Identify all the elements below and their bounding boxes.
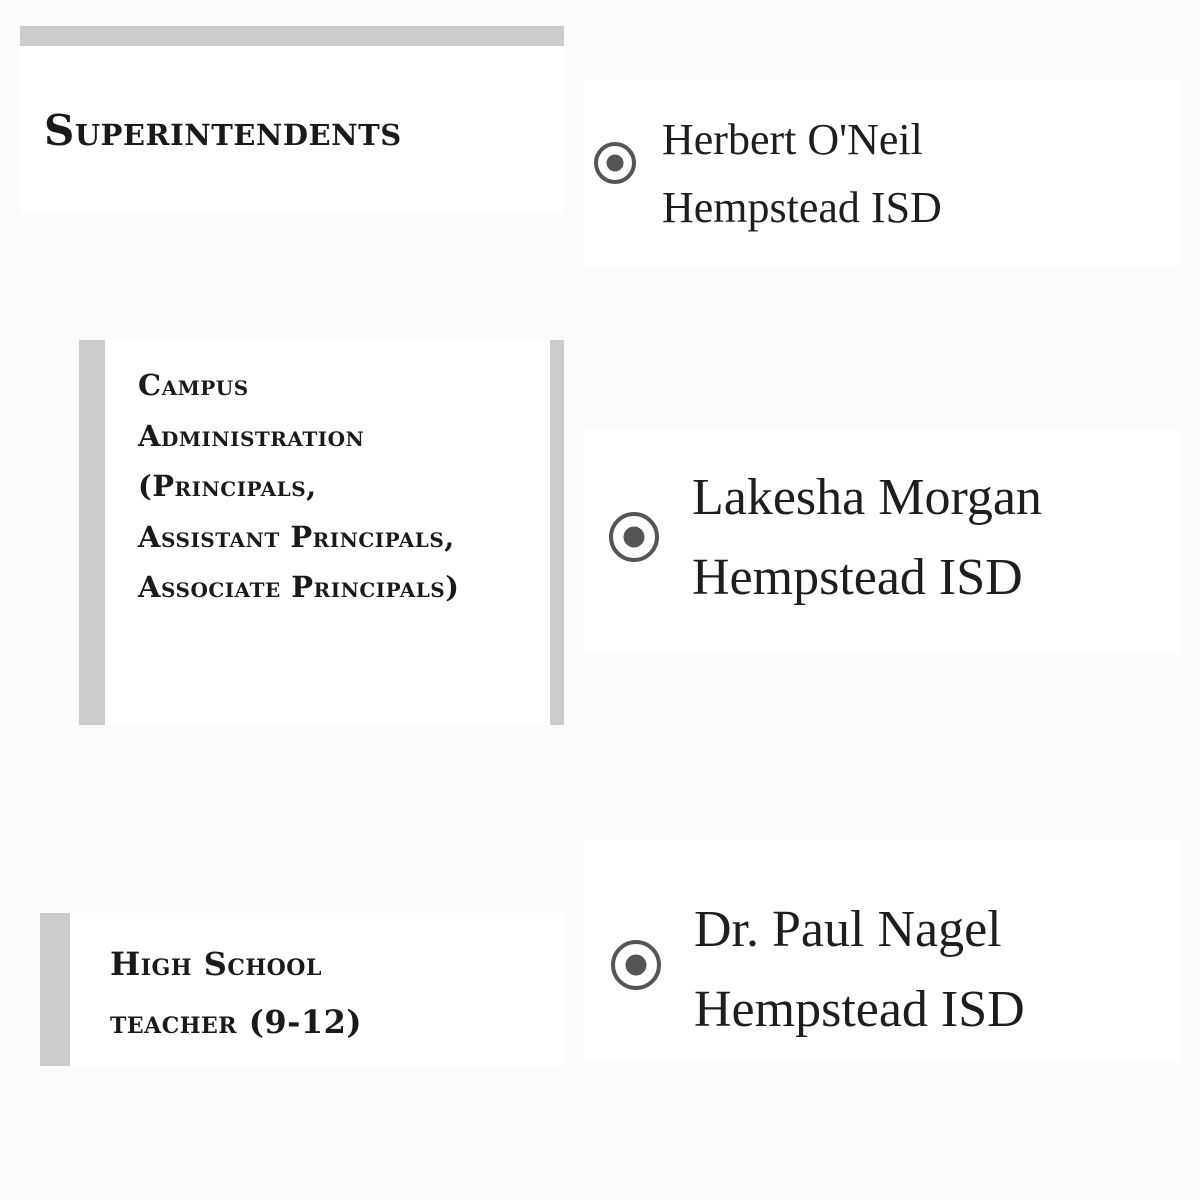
radio-selected-icon[interactable] [611,940,661,990]
honoree-info [694,890,1025,1050]
radio-selected-icon[interactable] [609,512,659,562]
category-title: High School teacher (9-12) [110,945,363,1041]
honoree-info [662,106,942,242]
honoree-card[interactable] [584,840,1180,1062]
category-card-high-school-teacher [40,913,564,1066]
honoree-name: Dr. Paul Nagel [694,901,1002,958]
honoree-district: Hempstead ISD [662,183,942,232]
honoree-name: Herbert O'Neil [662,115,923,164]
honoree-card[interactable] [584,430,1180,654]
honoree-district: Hempstead ISD [692,549,1023,606]
honoree-card[interactable] [584,80,1180,266]
category-card-campus-administration [79,340,564,725]
radio-selected-icon[interactable] [594,142,636,184]
category-card-superintendents [20,26,564,212]
honoree-info [692,458,1042,618]
category-title: Campus Administration (Principals, Assistant Principals, Associate Principals) [138,368,460,604]
honoree-district: Hempstead ISD [694,981,1025,1038]
honoree-name: Lakesha Morgan [692,469,1042,526]
category-title: Superintendents [44,106,402,155]
